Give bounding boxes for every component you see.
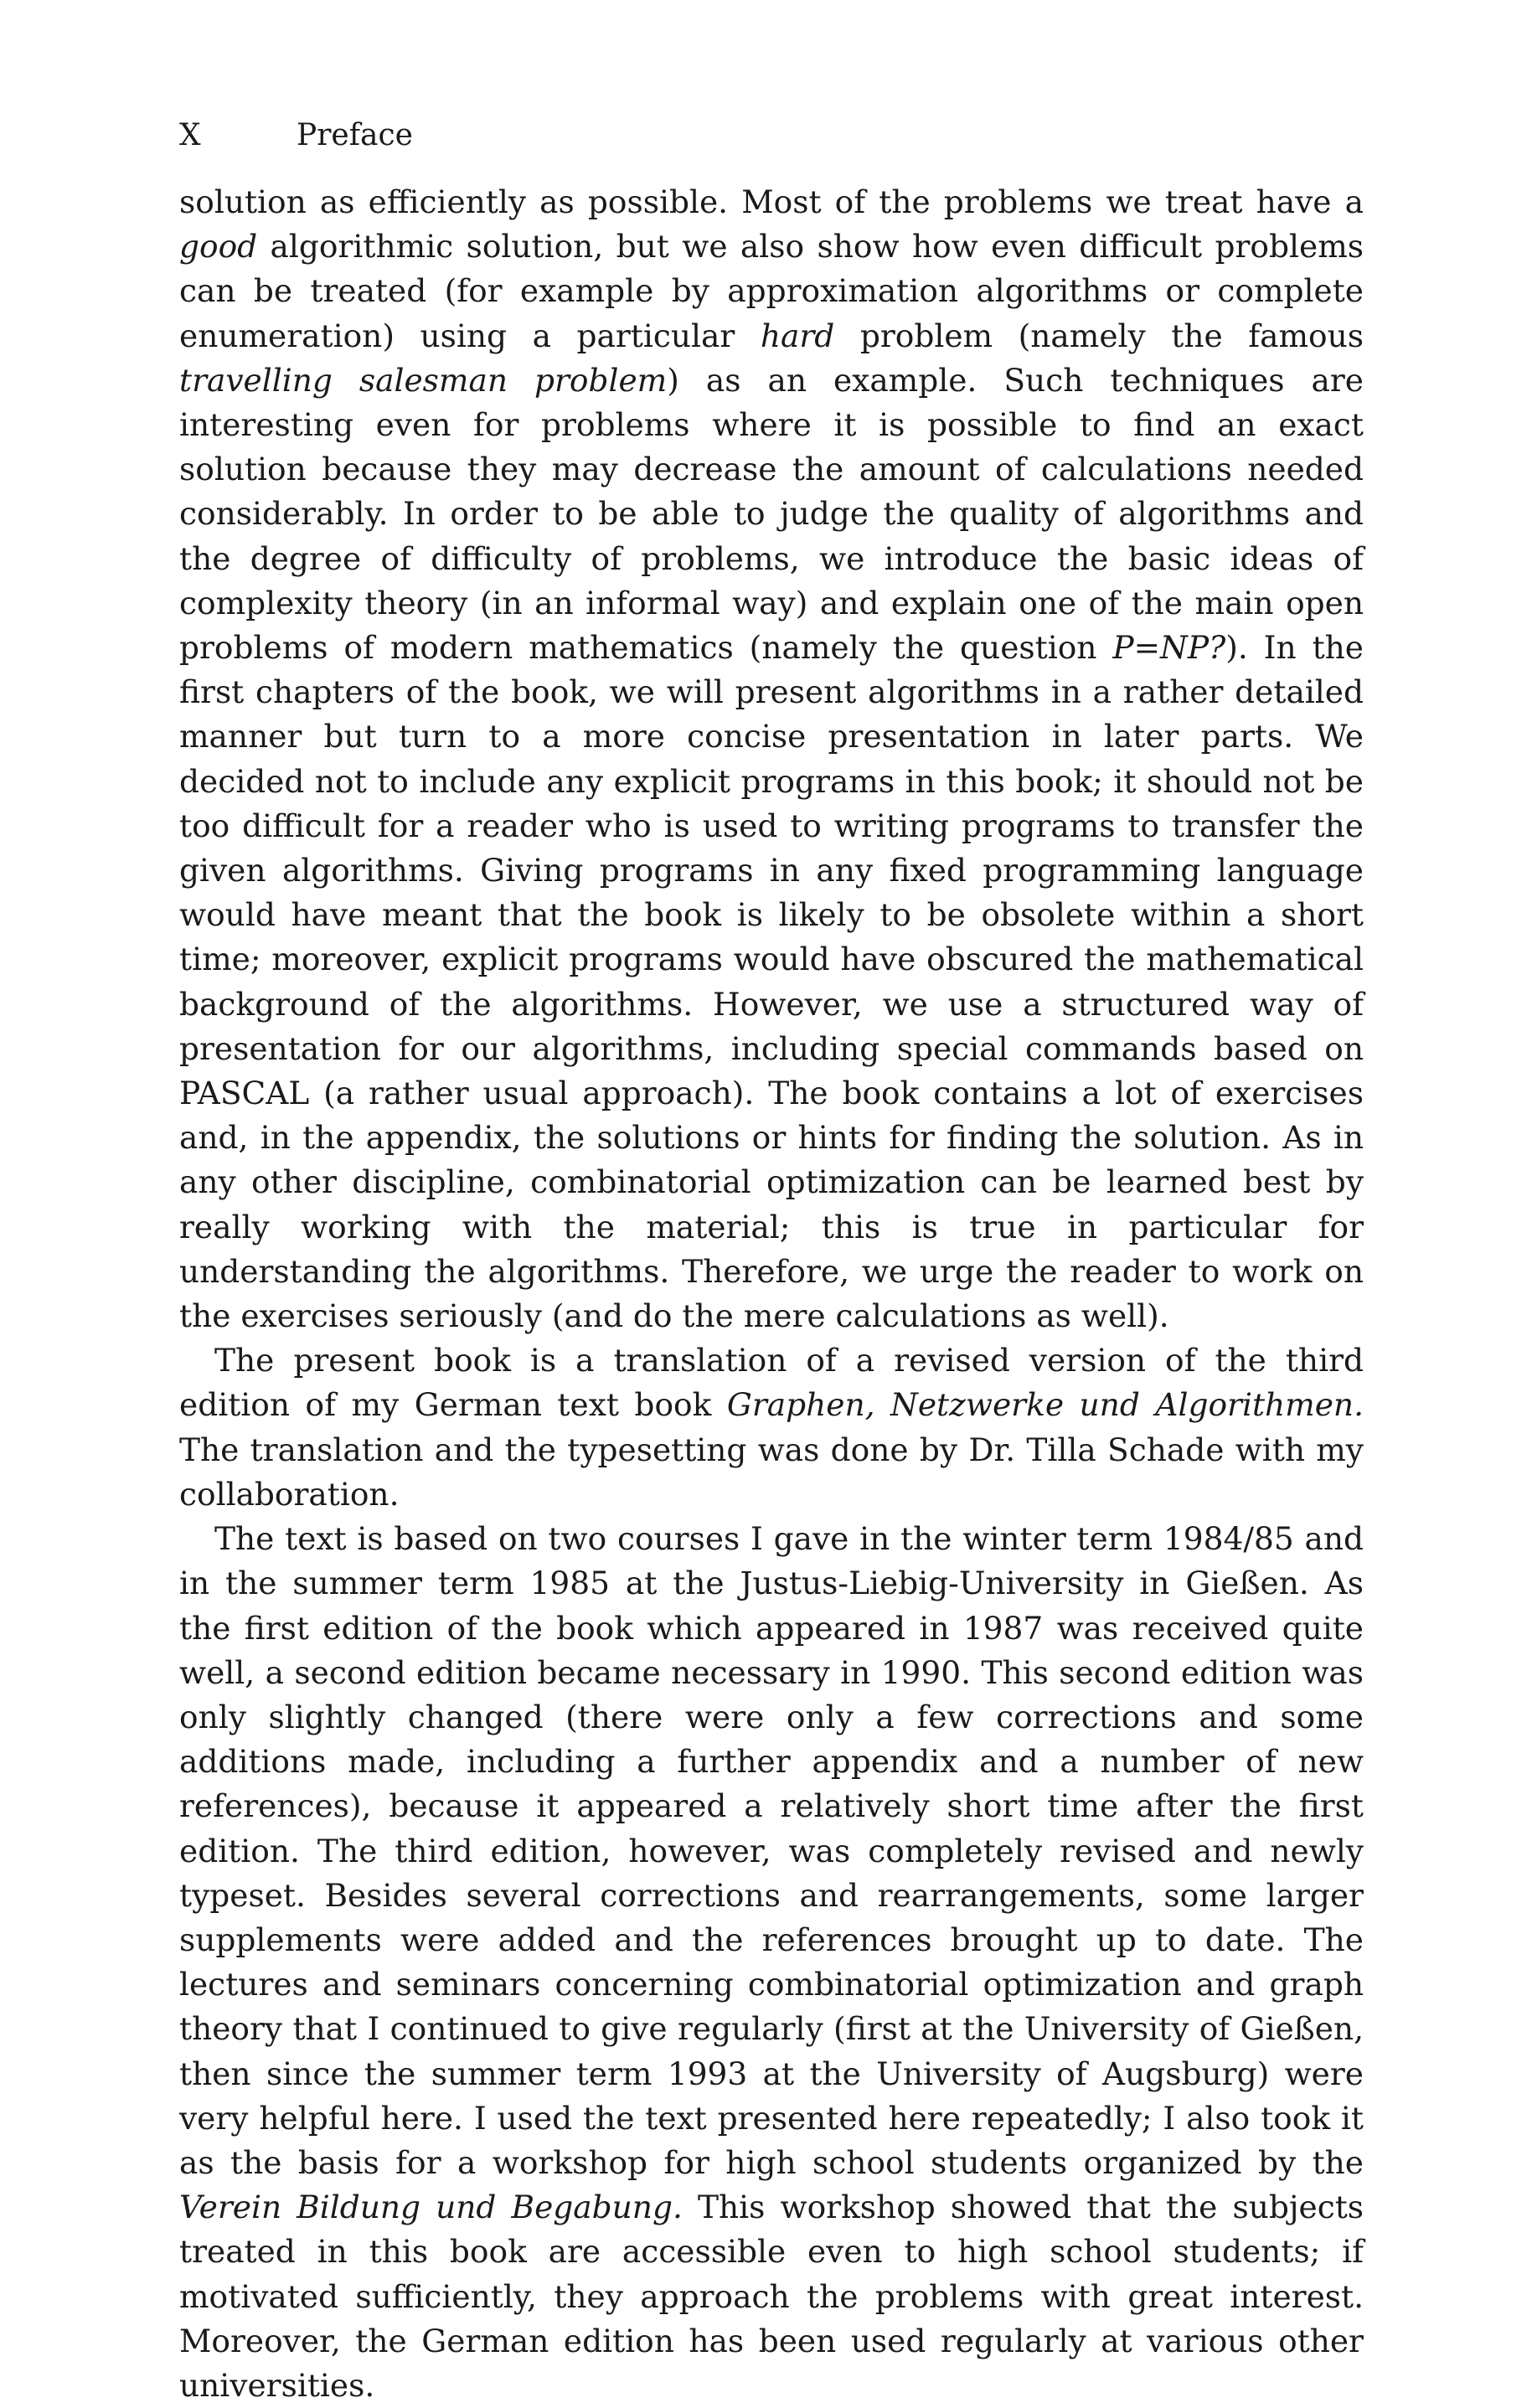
running-head <box>179 116 413 156</box>
paragraph-3: The text is based on two courses I gave in the winter term 1984/85 and in the summer term 1985 at the Justus-Liebig-University in Gießen. As the first edition of the book which appeared in 1987 was received quite well, a second edition became necessary in 1990. This second edition was only slightly changed (there were only a few corrections and some additions made, including a further appendix and a number of new references), because it appeared a relatively short time after the first edition. The third edition, however, was completely revised and newly typeset. Besides several corrections and rearrangements, some larger supplements were added and the references brought up to date. The lectures and seminars concerning combinatorial optimization and graph theory that I continued to give regularly (first at the University of Gießen, then since the summer term 1993 at the University of Augsburg) were very helpful here. I used the text presented here repeatedly; I also took it as the basis for a workshop for high school students organized by the Verein Bildung und Begabung. This workshop showed that the subjects treated in this book are accessible even to high school students; if motivated sufficiently, they approach the problems with great interest. Moreover, the German edition has been used regularly at various other universities. <box>179 1520 1364 2404</box>
page-number: X <box>179 118 201 152</box>
body-text <box>179 180 1364 2408</box>
section-title: Preface <box>297 118 413 152</box>
paragraph-2: The present book is a translation of a revised version of the third edition of my German text book Graphen, Netzwerke und Algorithmen. The translation and the typesetting was done by Dr. Tilla Schade with my collaboration. <box>179 1342 1364 1513</box>
paragraph-1: solution as efficiently as possible. Most of the problems we treat have a good algorithmic solution, but we also show how even difficult problems can be treated (for example by approximation algorithms or complete enumeration) using a particular hard problem (namely the famous travelling salesman problem) as an example. Such techniques are interesting even for problems where it is possible to find an exact solution because they may decrease the amount of calculations needed considerably. In order to be able to judge the quality of algorithms and the degree of difficulty of problems, we introduce the basic ideas of complexity theory (in an informal way) and explain one of the main open problems of modern mathematics (namely the question P=NP?). In the first chapters of the book, we will present algorithms in a rather detailed manner but turn to a more concise presentation in later parts. We decided not to include any explicit programs in this book; it should not be too difficult for a reader who is used to writing programs to transfer the given algorithms. Giving programs in any fixed programming language would have meant that the book is likely to be obsolete within a short time; moreover, explicit programs would have obscured the mathematical background of the algorithms. However, we use a structured way of presentation for our algorithms, including special commands based on PASCAL (a rather usual approach). The book contains a lot of exercises and, in the appendix, the solutions or hints for finding the solution. As in any other discipline, combinatorial optimization can be learned best by really working with the material; this is true in particular for understanding the algorithms. Therefore, we urge the reader to work on the exercises seriously (and do the mere calculations as well). <box>179 183 1364 1335</box>
